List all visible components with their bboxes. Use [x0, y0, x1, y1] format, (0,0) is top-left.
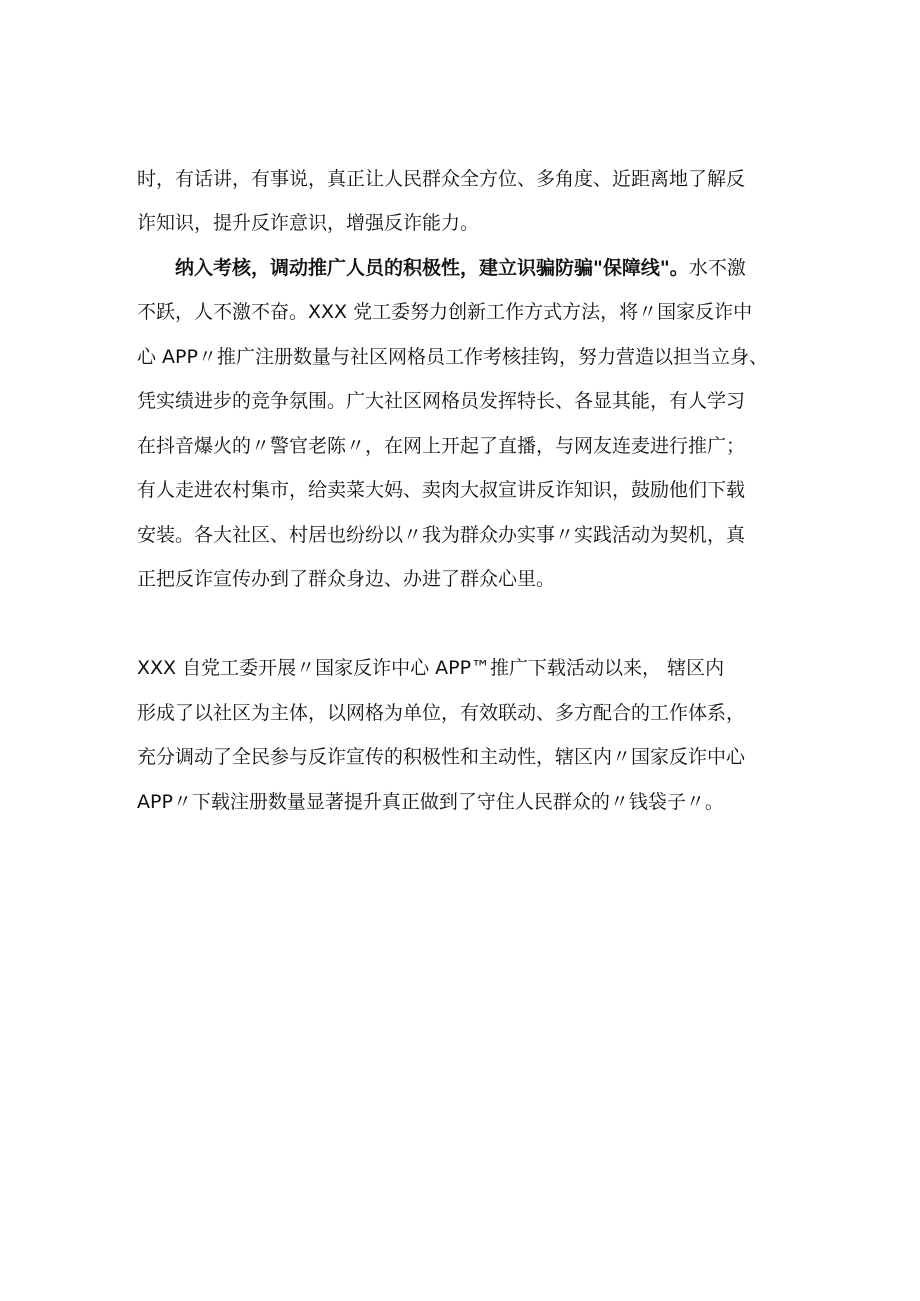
paragraph-1 [137, 112, 787, 246]
paragraph-3 [137, 602, 787, 825]
document-body [137, 112, 787, 824]
paragraph-3-text: XXX 自党工委开展〃国家反诈中心 APP™推广下载活动以来， 辖区内 形成了以社区为主体，以网格为单位，有效联动、多方配合的工作体系， 充分调动了全民参与反诈宣传的积极性和主动性，辖区内〃国家反诈中心 APP〃下载注册数量显著提升真正做到了守住人民群众的〃钱袋子〃。 [137, 657, 746, 813]
paragraph-2-text: 水不激 不跃，人不激不奋。XXX 党工委努力创新工作方式方法，将〃国家反诈中 心 APP〃推广注册数量与社区网格员工作考核挂钩，努力营造以担当立身、 凭实绩进步的竞争氛围。广大社区网格员发挥特长、各显其能，有人学习 在抖音爆火的〃警官老陈〃，在网上开起了直播，与网友连麦进行推广； 有人走进农村集市，给卖菜大妈、卖肉大叔宣讲反诈知识，鼓励他们下载 安装。各大社区、村居也纷纷以〃我为群众办实事〃实践活动为契机，真 正把反诈宣传办到了群众身边、办进了群众心里。 [137, 256, 768, 590]
paragraph-2-lead: 纳入考核，调动推广人员的积极性，建立识骗防骗"保障线"。 [175, 256, 689, 279]
paragraph-1-text: 时，有话讲，有事说，真正让人民群众全方位、多角度、近距离地了解反 诈知识，提升反诈意识，增强反诈能力。 [137, 167, 746, 234]
paragraph-2 [137, 246, 787, 602]
